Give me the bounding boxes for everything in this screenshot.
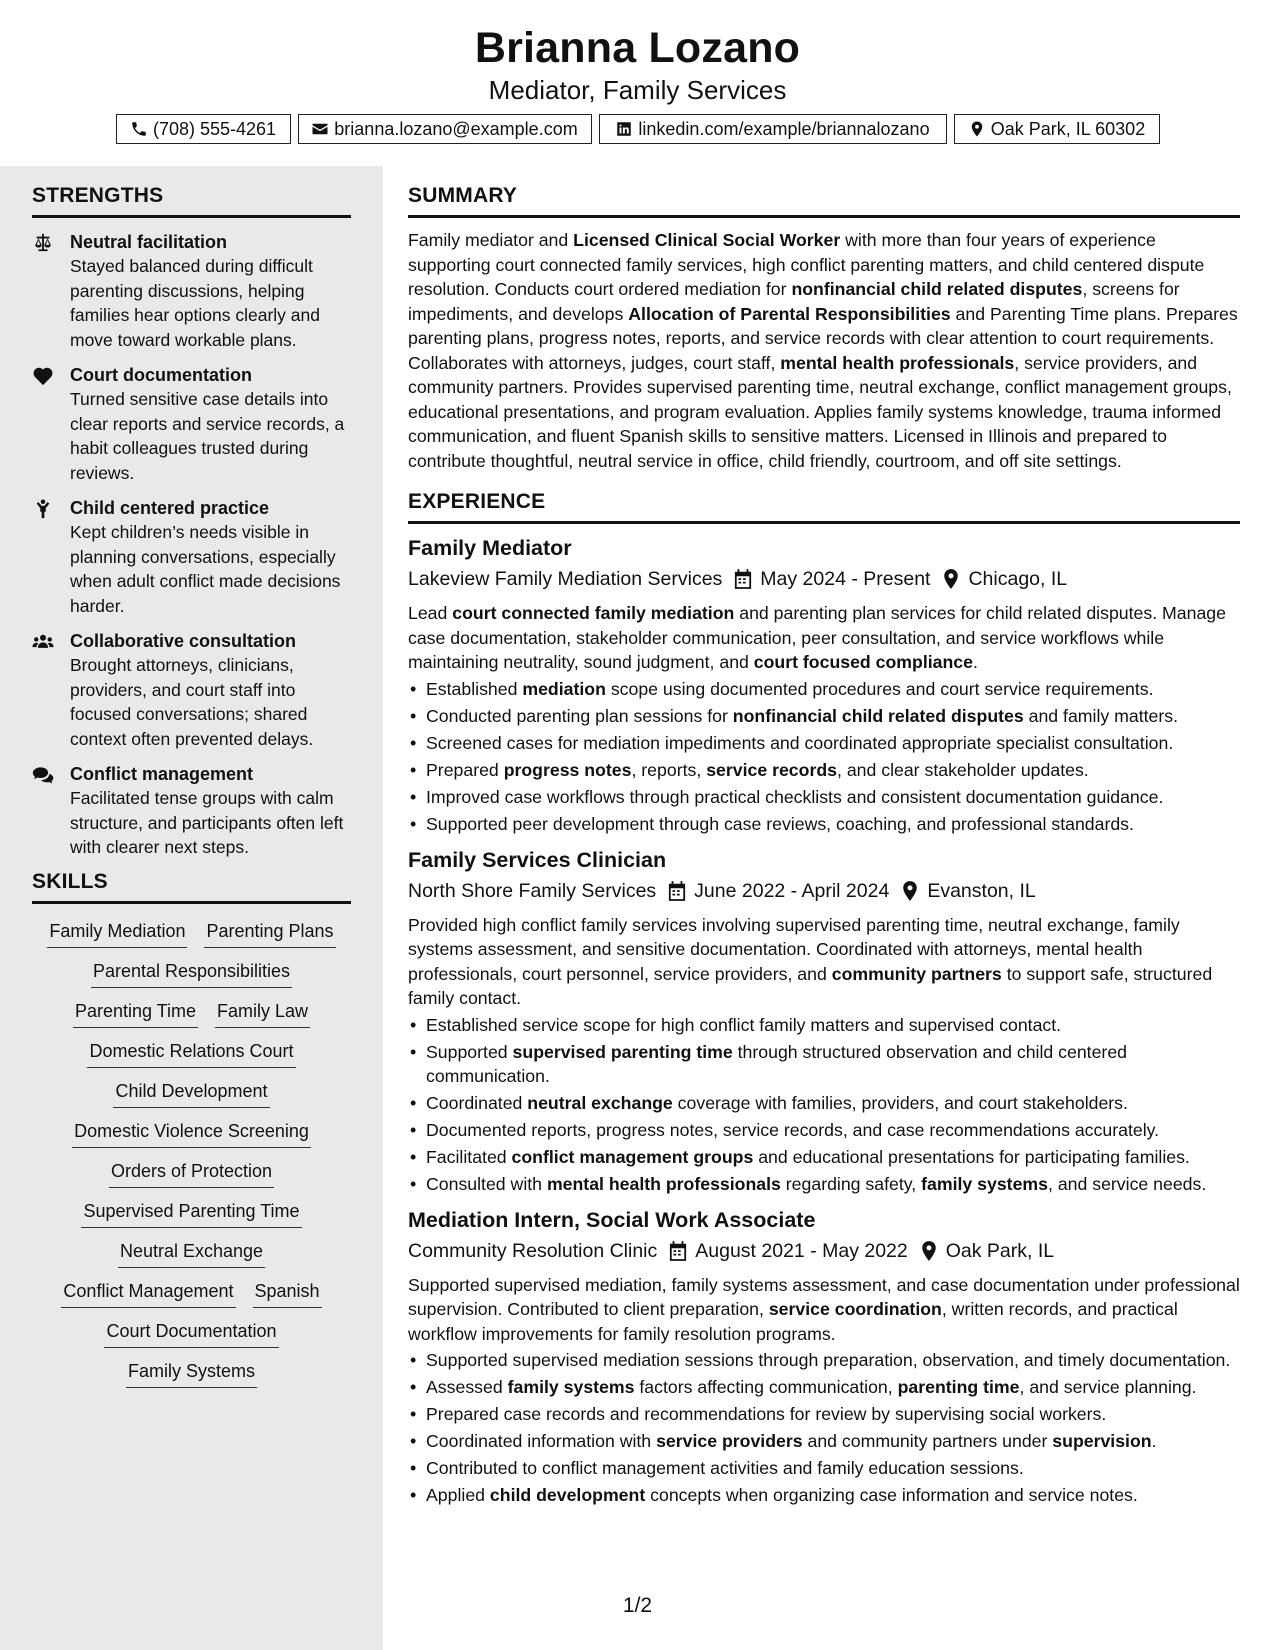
- emphasis-text: parenting time: [897, 1377, 1020, 1397]
- contact-bar: [0, 114, 1275, 144]
- bullet-item: • Prepared case records and recommendations for review by supervising social workers.: [408, 1402, 1240, 1426]
- strength-desc: Turned sensitive case details into clear reports and service records, a habit colleagues trusted during reviews.: [70, 389, 345, 483]
- map-pin-icon: [942, 569, 960, 589]
- contact-linkedin[interactable]: [599, 114, 947, 144]
- contact-phone[interactable]: [116, 114, 291, 144]
- strength-title: Neutral facilitation: [70, 232, 228, 252]
- skills-list: [32, 920, 351, 1388]
- strength-title: Conflict management: [70, 764, 254, 784]
- strength-desc: Stayed balanced during difficult parenting discussions, helping families hear options clearly and move toward workable plans.: [70, 256, 320, 350]
- calendar-icon: [668, 881, 686, 901]
- emphasis-text: service coordination: [768, 1299, 942, 1319]
- bullet-item: • Applied child development concepts when organizing case information and service notes.: [408, 1483, 1240, 1507]
- email-text: brianna.lozano@example.com: [334, 118, 578, 139]
- job-entry: [408, 846, 1240, 1196]
- skill-tag: Family Law: [215, 1000, 310, 1028]
- skill-tag: Domestic Relations Court: [87, 1040, 295, 1068]
- strengths-section: [32, 183, 351, 871]
- job-dates: June 2022 - April 2024: [694, 879, 890, 902]
- emphasis-text: court connected family mediation: [452, 603, 735, 623]
- skill-tag: Neutral Exchange: [118, 1240, 265, 1268]
- location-text: Oak Park, IL 60302: [990, 118, 1146, 139]
- strengths-list: [32, 230, 351, 860]
- job-company: Community Resolution Clinic: [408, 1239, 658, 1262]
- calendar-icon: [669, 1241, 687, 1261]
- strength-desc: Kept children’s needs visible in planning conversations, especially when adult conflict made decisions harder.: [70, 522, 341, 616]
- comments-icon: [32, 765, 54, 785]
- job-bullets: [408, 1013, 1240, 1196]
- bullet-item: • Contributed to conflict management activities and family education sessions.: [408, 1456, 1240, 1480]
- bullet-item: • Coordinated information with service providers and community partners under supervision.: [408, 1429, 1240, 1453]
- strength-item: [32, 762, 351, 860]
- emphasis-text: court focused compliance: [753, 652, 973, 672]
- job-company: Lakeview Family Mediation Services: [408, 568, 723, 590]
- job-description: Provided high conflict family services involving supervised parenting time, neutral exchange, family systems assessment, and sensitive documentation. Coordinated with attorneys, mental health professionals, court personnel, service providers, and community partners to support safe, structured family contact.: [408, 914, 1213, 1008]
- job-bullets: [408, 1348, 1240, 1507]
- map-pin-icon: [968, 120, 986, 138]
- skill-tag: Family Systems: [126, 1360, 257, 1388]
- bullet-item: • Coordinated neutral exchange coverage with families, providers, and court stakeholders.: [408, 1091, 1240, 1115]
- job-dates: August 2021 - May 2022: [695, 1239, 908, 1262]
- page-number: 1/2: [622, 1594, 653, 1617]
- emphasis-text: community partners: [831, 963, 1002, 984]
- experience-heading: EXPERIENCE: [408, 489, 1240, 524]
- skill-tag: Orders of Protection: [109, 1160, 274, 1188]
- skill-tag: Court Documentation: [104, 1320, 278, 1348]
- phone-text: (708) 555-4261: [152, 118, 277, 139]
- emphasis-text: nonfinancial child related disputes: [732, 705, 1024, 726]
- linkedin-icon: [615, 120, 633, 138]
- scale-icon: [32, 233, 54, 253]
- sidebar: [0, 166, 383, 1650]
- job-title: Family Services Clinician: [408, 847, 667, 872]
- emphasis-text: progress notes: [503, 759, 632, 780]
- skill-tag: Spanish: [253, 1280, 322, 1308]
- map-pin-icon: [901, 881, 919, 901]
- child-icon: [32, 499, 54, 519]
- emphasis-text: child development: [489, 1485, 646, 1505]
- skill-tag: Parenting Time: [73, 1000, 198, 1028]
- calendar-icon: [734, 569, 752, 589]
- strength-item: [32, 230, 351, 352]
- skills-heading: SKILLS: [32, 869, 351, 904]
- bullet-item: • Facilitated conflict management groups and educational presentations for participating families.: [408, 1145, 1240, 1169]
- bullet-item: • Supported supervised mediation sessions through preparation, observation, and timely documentation.: [408, 1348, 1240, 1372]
- emphasis-text: family systems: [507, 1377, 635, 1397]
- strength-title: Collaborative consultation: [70, 631, 297, 651]
- emphasis-text: mental health professionals: [780, 352, 1015, 373]
- experience-section: [408, 489, 1240, 1507]
- job-description: Lead court connected family mediation and parenting plan services for child related disputes. Manage case documentation, stakeholder communication, peer consultation, and service workflows while maintaining neutrality, sound judgment, and court focused compliance.: [408, 603, 1226, 672]
- job-location: Evanston, IL: [927, 879, 1036, 902]
- emphasis-text: mental health professionals: [546, 1173, 781, 1194]
- resume-header: [0, 0, 1275, 166]
- job-location: Chicago, IL: [968, 568, 1068, 590]
- job-title: Family Mediator: [408, 536, 572, 560]
- bullet-item: • Consulted with mental health professionals regarding safety, family systems, and service needs.: [408, 1172, 1240, 1196]
- strength-desc: Brought attorneys, clinicians, providers, and court staff into focused conversations; shared context often prevented delays.: [70, 655, 314, 749]
- skill-tag: Conflict Management: [61, 1280, 235, 1308]
- emphasis-text: conflict management groups: [511, 1146, 754, 1167]
- emphasis-text: supervised parenting time: [512, 1041, 733, 1062]
- strength-desc: Facilitated tense groups with calm structure, and participants often left with clearer next steps.: [70, 788, 344, 857]
- contact-location[interactable]: [954, 114, 1160, 144]
- bullet-item: • Supported supervised parenting time through structured observation and child centered communication.: [408, 1040, 1240, 1088]
- job-bullets: [408, 677, 1240, 836]
- job-dates: May 2024 - Present: [760, 568, 931, 590]
- skills-section: [32, 869, 351, 1388]
- job-meta: [408, 1237, 1240, 1265]
- skill-tag: Parental Responsibilities: [91, 960, 292, 988]
- strength-item: [32, 629, 351, 751]
- emphasis-text: family systems: [921, 1173, 1048, 1194]
- job-company: North Shore Family Services: [408, 879, 657, 902]
- linkedin-text: linkedin.com/example/briannalozano: [638, 118, 930, 139]
- bullet-item: • Established service scope for high conflict family matters and supervised contact.: [408, 1013, 1240, 1037]
- bullet-item: • Conducted parenting plan sessions for nonfinancial child related disputes and family matters.: [408, 704, 1240, 728]
- bullet-item: • Supported peer development through case reviews, coaching, and professional standards.: [408, 812, 1240, 836]
- emphasis-text: nonfinancial child related disputes: [791, 279, 1083, 299]
- bullet-item: • Documented reports, progress notes, service records, and case recommendations accurately.: [408, 1118, 1240, 1142]
- bullet-item: • Screened cases for mediation impediments and coordinated appropriate specialist consultation.: [408, 731, 1240, 755]
- skill-tag: Child Development: [113, 1080, 269, 1108]
- people-icon: [32, 632, 54, 652]
- heart-icon: [32, 366, 54, 386]
- bullet-item: • Established mediation scope using documented procedures and court service requirements.: [408, 677, 1240, 701]
- emphasis-text: Licensed Clinical Social Worker: [573, 230, 841, 250]
- job-entry: [408, 1206, 1240, 1508]
- strength-title: Court documentation: [70, 365, 252, 385]
- skill-tag: Parenting Plans: [204, 920, 335, 948]
- candidate-title: Mediator, Family Services: [488, 75, 787, 105]
- strength-item: [32, 496, 351, 618]
- strengths-heading: STRENGTHS: [32, 183, 351, 218]
- emphasis-text: Allocation of Parental Responsibilities: [628, 303, 951, 324]
- emphasis-text: mediation: [522, 678, 606, 699]
- job-entry: [408, 534, 1240, 836]
- phone-icon: [130, 120, 148, 138]
- strength-item: [32, 363, 351, 485]
- job-location: Oak Park, IL: [945, 1239, 1055, 1262]
- map-pin-icon: [920, 1241, 938, 1261]
- strength-title: Child centered practice: [70, 498, 270, 518]
- emphasis-text: supervision: [1052, 1431, 1152, 1451]
- emphasis-text: service providers: [656, 1431, 803, 1451]
- emphasis-text: neutral exchange: [527, 1092, 673, 1113]
- skill-tag: Domestic Violence Screening: [72, 1120, 311, 1148]
- summary-text: Family mediator and Licensed Clinical Social Worker with more than four years of experience supporting court connected family services, high conflict parenting matters, and child centered dispute resolution. Conducts court ordered mediation for nonfinancial child related disputes, screens for impediments, and develops Allocation of Parental Responsibilities and Parenting Time plans. Prepares parenting plans, progress notes, reports, and service records with clear attention to court requirements. Collaborates with attorneys, judges, court staff, mental health professionals, service providers, and community partners. Provides supervised parenting time, neutral exchange, conflict management groups, educational presentations, and program evaluation. Applies family systems knowledge, trauma informed communication, and fluent Spanish skills to sensitive matters. Licensed in Illinois and prepared to contribute thoughtful, neutral service in office, child friendly, courtroom, and off site settings.: [408, 230, 1238, 471]
- job-meta: [408, 565, 1240, 593]
- envelope-icon: [311, 120, 329, 138]
- emphasis-text: service records: [706, 759, 837, 780]
- bullet-item: • Assessed family systems factors affecting communication, parenting time, and service planning.: [408, 1375, 1240, 1399]
- bullet-item: • Improved case workflows through practical checklists and consistent documentation guidance.: [408, 785, 1240, 809]
- job-meta: [408, 877, 1240, 905]
- bullet-item: • Prepared progress notes, reports, service records, and clear stakeholder updates.: [408, 758, 1240, 782]
- candidate-name: Brianna Lozano: [474, 24, 801, 72]
- summary-heading: SUMMARY: [408, 183, 1240, 218]
- summary-section: [408, 183, 1240, 473]
- skill-tag: Family Mediation: [47, 920, 187, 948]
- skill-tag: Supervised Parenting Time: [81, 1200, 301, 1228]
- job-description: Supported supervised mediation, family systems assessment, and case documentation under professional supervision. Contributed to client preparation, service coordination, written records, and practical workflow improvements for family resolution programs.: [408, 1274, 1240, 1344]
- contact-email[interactable]: [298, 114, 592, 144]
- main-content: [408, 166, 1240, 1510]
- job-title: Mediation Intern, Social Work Associate: [408, 1207, 816, 1232]
